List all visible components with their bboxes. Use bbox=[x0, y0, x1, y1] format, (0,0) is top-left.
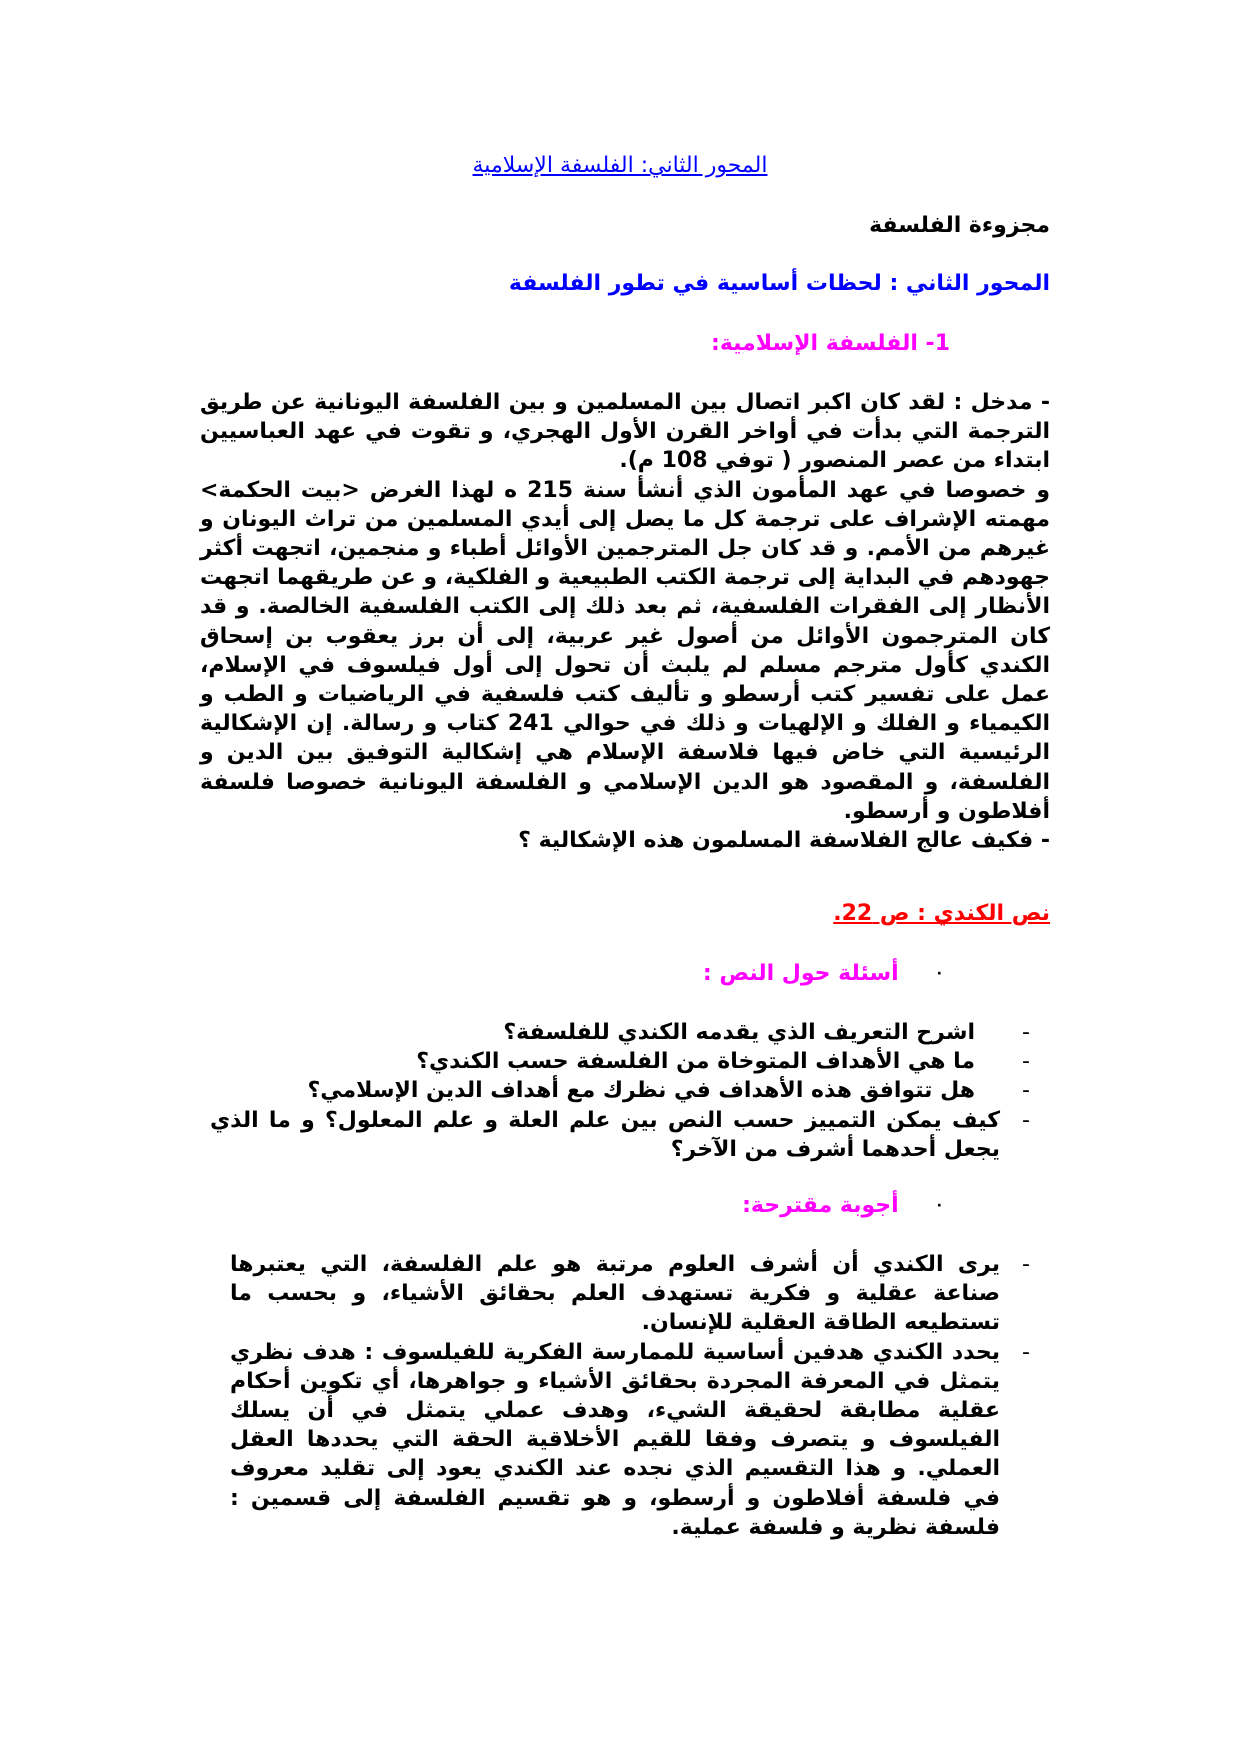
intro-question: - فكيف عالج الفلاسفة المسلمون هذه الإشكالية ؟ bbox=[518, 828, 1050, 854]
intro-paragraph: - مدخل : لقد كان اكبر اتصال بين المسلمين و بين الفلسفة اليونانية عن طريق الترجمة التي بدأت في أواخر القرن الأول الهجري، و تقوت في عهد العباسيين ابتداء من عصر المنصور ( توفي 108 م). bbox=[200, 390, 1050, 474]
answers-heading-label: أجوبة مقترحة: bbox=[742, 1193, 899, 1218]
intro-text bbox=[200, 388, 1050, 855]
bullet-dot-icon: · bbox=[936, 1198, 942, 1214]
header-link[interactable]: المحور الثاني: الفلسفة الإسلامية bbox=[472, 153, 768, 178]
bullet-dot-icon: · bbox=[936, 966, 942, 982]
list-item: - ما هي الأهداف المتوخاة من الفلسفة حسب الكندي؟ bbox=[210, 1047, 1030, 1076]
text-reference: نص الكندي : ص 22. bbox=[833, 901, 1050, 926]
list-item: - هل تتوافق هذه الأهداف في نظرك مع أهداف الدين الإسلامي؟ bbox=[210, 1076, 1030, 1105]
answers-heading bbox=[82, 1193, 942, 1218]
list-item: - اشرح التعريف الذي يقدمه الكندي للفلسفة؟ bbox=[210, 1018, 1030, 1047]
axis-title: المحور الثاني : لحظات أساسية في تطور الفلسفة bbox=[508, 271, 1050, 296]
answers-list bbox=[230, 1250, 1030, 1542]
intro-paragraph: و خصوصا في عهد المأمون الذي أنشأ سنة 215 ه لهذا الغرض <بيت الحكمة> مهمته الإشراف على ترجمة كل ما يصل إلى أيدي المسلمين من تراث اليونان و غيرهم من الأمم. و قد كان جل المترجمين الأوائل أطباء و منجمين، اتجهت أكثر جهودهم في البداية إلى ترجمة الكتب الطبيعية و الفلكية، و عن طريقهما اتجهت الأنظار إلى الفقرات الفلسفية، ثم بعد ذلك إلى الكتب الفلسفية الخالصة. و قد كان المترجمون الأوائل من أصول غير عربية، إلى أن برز يعقوب بن إسحاق الكندي كأول مترجم مسلم لم يلبث أن تحول إلى أول فيلسوف في الإسلام، عمل على تفسير كتب أرسطو و تأليف كتب فلسفية في الرياضيات و الطب و الكيمياء و الفلك و الإلهيات و ذلك في حوالي 241 كتاب و رسالة. إن الإشكالية الرئيسية التي خاض فيها فلاسفة الإسلام هي إشكالية التوفيق بين الدين و الفلسفة، و المقصود هو الدين الإسلامي و الفلسفة اليونانية خصوصا فلسفة أفلاطون و أرسطو. bbox=[200, 477, 1050, 824]
questions-list bbox=[210, 1018, 1030, 1164]
questions-heading bbox=[82, 961, 942, 986]
list-item: - يحدد الكندي هدفين أساسية للممارسة الفكرية للفيلسوف : هدف نظري يتمثل في المعرفة المجردة بحقائق الأشياء و جواهرها، أي تكوين أحكام عقلية مطابقة لحقيقة الشيء، وهدف عملي يتمثل في أن يسلك الفيلسوف و يتصرف وفقا للقيم الأخلاقية الحقة التي يحددها العقل العملي. و هذا التقسيم الذي نجده عند الكندي يعود إلى تقليد معروف في فلسفة أفلاطون و أرسطو، و هو تقسيم الفلسفة إلى قسمين : فلسفة نظرية و فلسفة عملية. bbox=[230, 1338, 1030, 1542]
list-item: - يرى الكندي أن أشرف العلوم مرتبة هو علم الفلسفة، التي يعتبرها صناعة عقلية و فكرية تستهدف العلم بحقائق الأشياء، و بحسب ما تستطيعه الطاقة العقلية للإنسان. bbox=[230, 1250, 1030, 1338]
section-title: 1- الفلسفة الإسلامية: bbox=[711, 331, 950, 356]
subject-heading: مجزوءة الفلسفة bbox=[869, 213, 1050, 238]
questions-heading-label: أسئلة حول النص : bbox=[702, 961, 899, 986]
list-item: - كيف يمكن التمييز حسب النص بين علم العلة و علم المعلول؟ و ما الذي يجعل أحدهما أشرف من الآخر؟ bbox=[210, 1106, 1030, 1164]
